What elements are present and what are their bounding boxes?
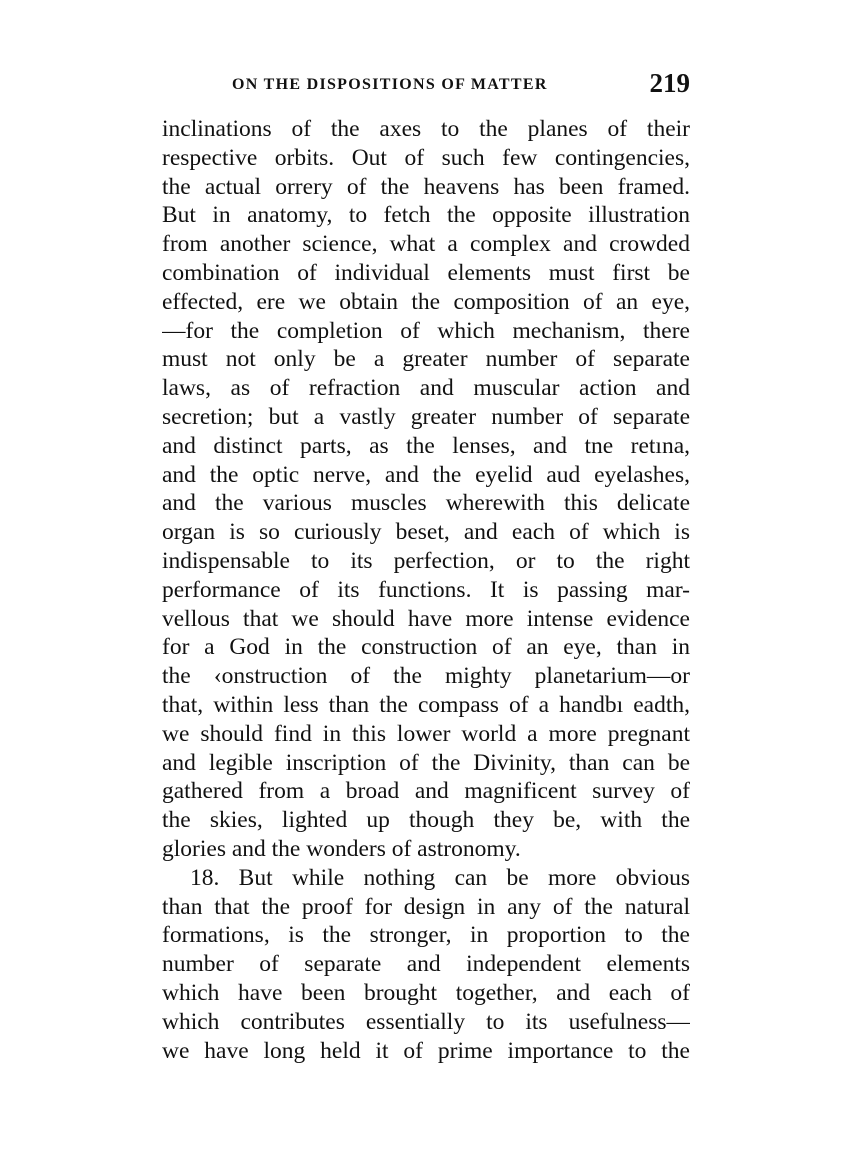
text-line: that, within less than the compass of a handbı eadth, — [162, 691, 690, 718]
text-line: the actual orrery of the heavens has been framed. — [162, 173, 690, 200]
text-line: respective orbits. Out of such few contingencies, — [162, 144, 690, 171]
text-line: glories and the wonders of astronomy. — [162, 835, 521, 862]
text-line: which contributes essentially to its usefulness— — [162, 1008, 690, 1035]
text-line: and distinct parts, as the lenses, and tne retına, — [162, 432, 690, 459]
text-line: and legible inscription of the Divinity, than can be — [162, 749, 690, 776]
text-line: must not only be a greater number of separate — [162, 346, 690, 373]
text-line: than that the proof for design in any of the natural — [162, 893, 690, 920]
paragraph-start-line: 18. But while nothing can be more obvious — [190, 864, 690, 891]
text-line: But in anatomy, to fetch the opposite illustration — [162, 202, 690, 229]
text-line: organ is so curiously beset, and each of which is — [162, 519, 690, 546]
text-line: laws, as of refraction and muscular action and — [162, 375, 690, 402]
text-line: from another science, what a complex and crowded — [162, 231, 690, 258]
text-line: gathered from a broad and magnificent survey of — [162, 778, 690, 805]
text-line: combination of individual elements must first be — [162, 259, 690, 286]
text-line: secretion; but a vastly greater number of separate — [162, 403, 690, 430]
text-line: and the various muscles wherewith this delicate — [162, 490, 690, 517]
text-line: vellous that we should have more intense evidence — [162, 605, 690, 632]
text-line: which have been brought together, and each of — [162, 979, 690, 1006]
body-text — [162, 115, 690, 1065]
text-line: performance of its functions. It is passing mar- — [162, 576, 690, 603]
text-line: indispensable to its perfection, or to the right — [162, 547, 690, 574]
text-line: and the optic nerve, and the eyelid aud eyelashes, — [162, 461, 690, 488]
text-line: number of separate and independent elements — [162, 951, 690, 978]
text-line: for a God in the construction of an eye, than in — [162, 634, 690, 661]
text-line: the skies, lighted up though they be, with the — [162, 807, 690, 834]
text-line: —for the completion of which mechanism, there — [162, 317, 690, 344]
text-line: we should find in this lower world a more pregnant — [162, 720, 690, 747]
running-head: ON THE DISPOSITIONS OF MATTER — [232, 76, 548, 93]
text-line: inclinations of the axes to the planes of their — [162, 116, 690, 142]
page-header — [162, 68, 690, 100]
page-number: 219 — [649, 68, 690, 98]
text-line: the ‹onstruction of the mighty planetarium—or — [162, 663, 690, 690]
text-line: formations, is the stronger, in proportion to the — [162, 922, 690, 949]
text-line: we have long held it of prime importance to the — [162, 1037, 690, 1064]
text-line: effected, ere we obtain the composition of an eye, — [162, 288, 690, 315]
